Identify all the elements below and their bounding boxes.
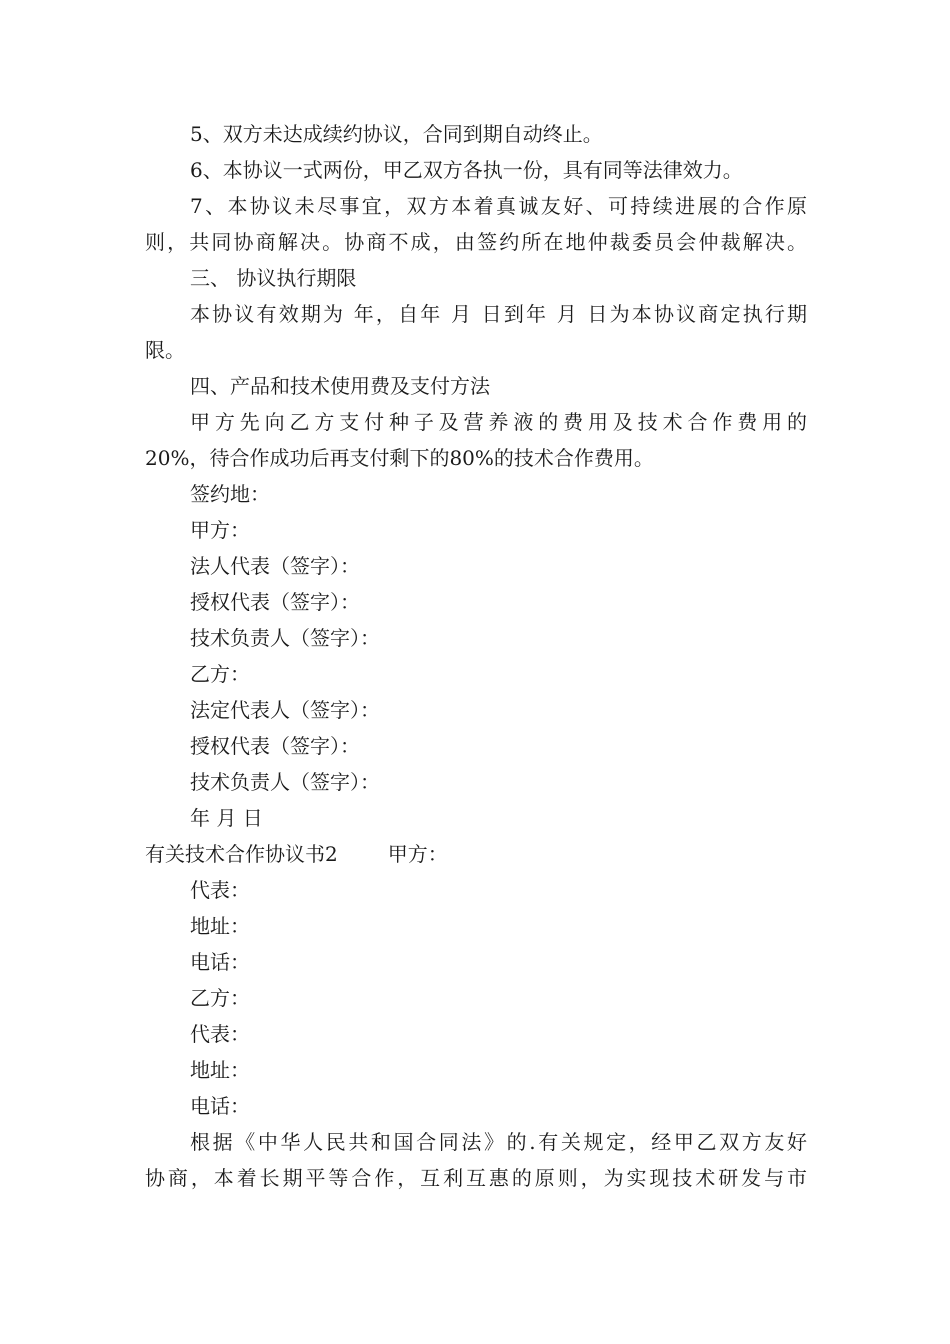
party-b-authorized-rep-label: 授权代表（签字）： [190, 734, 360, 758]
party-a-address-label: 地址： [190, 914, 250, 938]
agreement-2-title: 有关技术合作协议书2 [145, 842, 338, 866]
party-b-address-label: 地址： [190, 1058, 250, 1082]
clause-5: 5、双方未达成续约协议，合同到期自动终止。 [190, 122, 603, 146]
section-4-heading: 四、产品和技术使用费及支付方法 [190, 374, 490, 398]
clause-7-line-2: 则，共同协商解决。协商不成，由签约所在地仲裁委员会仲裁解决。 [145, 230, 807, 254]
party-a-authorized-rep-label: 授权代表（签字）： [190, 590, 360, 614]
preamble-line-2: 协商，本着长期平等合作，互利互惠的原则，为实现技术研发与市 [145, 1166, 807, 1190]
clause-7-line-1: 7、本协议未尽事宜，双方本着真诚友好、可持续进展的合作原 [190, 194, 807, 218]
clause-6: 6、本协议一式两份，甲乙双方各执一份，具有同等法律效力。 [190, 158, 743, 182]
party-a-legal-rep-label: 法人代表（签字）： [190, 554, 360, 578]
party-a-phone-label: 电话： [190, 950, 250, 974]
party-a-label: 甲方： [190, 518, 250, 542]
date-line: 年 月 日 [190, 806, 263, 830]
preamble-line-1: 根据《中华人民共和国合同法》的.有关规定，经甲乙双方友好 [190, 1130, 807, 1154]
party-b-phone-label: 电话： [190, 1094, 250, 1118]
party-b-legal-rep-label: 法定代表人（签字）： [190, 698, 380, 722]
section-3-heading: 三、 协议执行期限 [190, 266, 357, 290]
party-a-representative-label: 代表： [190, 878, 250, 902]
party-b-label: 乙方： [190, 662, 250, 686]
term-paragraph-line-1: 本协议有效期为 年，自年 月 日到年 月 日为本协议商定执行期 [190, 302, 807, 326]
party-b-tech-lead-label: 技术负责人（签字）： [190, 770, 380, 794]
signing-place-label: 签约地： [190, 482, 270, 506]
payment-paragraph-line-1: 甲方先向乙方支付种子及营养液的费用及技术合作费用的 [190, 410, 807, 434]
party-a-tech-lead-label: 技术负责人（签字）： [190, 626, 380, 650]
document-body [145, 116, 807, 1196]
agreement-2-heading [145, 836, 807, 872]
party-b-representative-label: 代表： [190, 1022, 250, 1046]
party-b-label-2: 乙方： [190, 986, 250, 1010]
term-paragraph-line-2: 限。 [145, 338, 185, 362]
agreement-2-party-a-label: 甲方： [387, 842, 448, 866]
payment-paragraph-line-2: 20%，待合作成功后再支付剩下的80%的技术合作费用。 [145, 446, 654, 470]
